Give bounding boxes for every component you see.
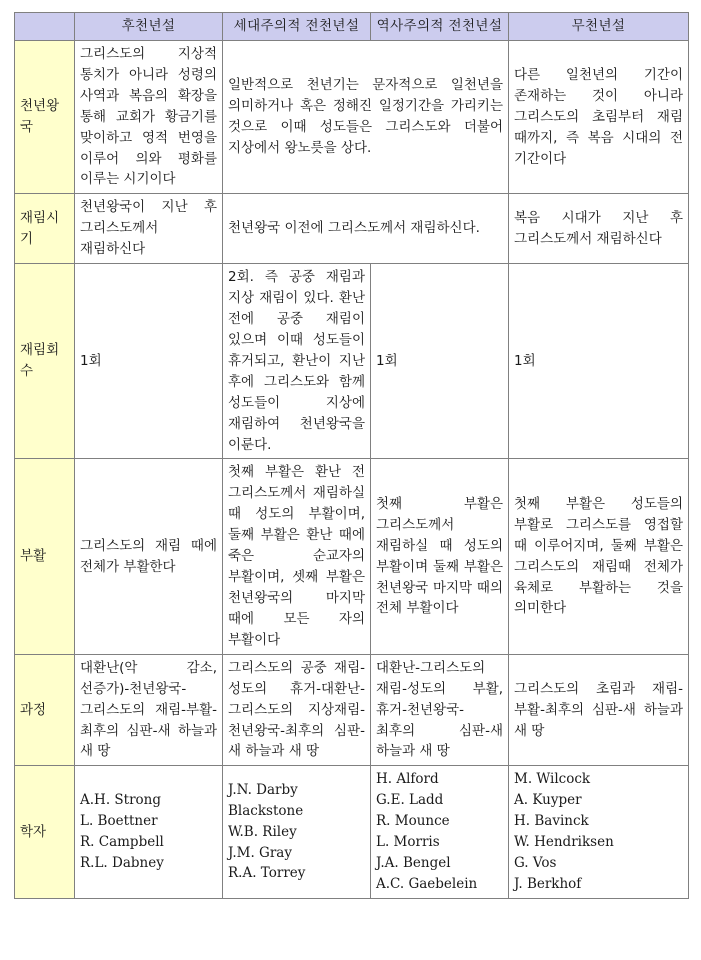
scholar-name: W. Hendriksen [514,834,614,851]
scholar-name: W.B. Riley [228,823,297,840]
scholar-name: L. Boettner [80,813,158,830]
cell-second-coming-count-amillennial: 1회 [509,264,689,459]
scholar-name: J.A. Bengel [376,855,451,872]
cell-process-amillennial: 그리스도의 초림과 재림-부활-최후의 심판-새 하늘과 새 땅 [509,654,689,766]
cell-scholars-historic [371,766,509,899]
cell-millennial-kingdom-amillennial: 다른 일천년의 기간이 존재하는 것이 아니라 그리스도의 초림부터 재림 때까지, 즉 복음 시대의 전 기간이다 [509,40,689,193]
cell-second-coming-timing-premillennial-merged: 천년왕국 이전에 그리스도께서 재림하신다. [223,194,509,264]
cell-second-coming-timing-amillennial: 복음 시대가 지난 후 그리스도께서 재림하신다 [509,194,689,264]
column-header-postmillennialism: 후천년설 [75,13,223,41]
scholar-name: R.A. Torrey [228,865,306,882]
row-label-second-coming-count: 재림회수 [15,264,75,459]
row-label-second-coming-timing: 재림시기 [15,194,75,264]
cell-millennial-kingdom-postmillennial: 그리스도의 지상적 통치가 아니라 성령의 사역과 복음의 확장을 통해 교회가 황금기를 맞이하고 영적 번영을 이루어 의와 평화를 이루는 시기이다 [75,40,223,193]
table-row-second-coming-count [15,264,689,459]
scholar-name: H. Alford [376,771,439,788]
scholar-name: J.M. Gray [228,844,292,861]
scholar-name: G. Vos [514,855,557,872]
comparison-sheet [14,12,688,899]
scholar-name: H. Bavinck [514,813,589,830]
cell-scholars-postmillennial [75,766,223,899]
table-row-resurrection [15,459,689,654]
cell-process-postmillennial: 대환난(악 감소, 선증가)-천년왕국-그리스도의 재림-부활-최후의 심판-새 하늘과 새 땅 [75,654,223,766]
column-header-historic-premillennialism: 역사주의적 전천년설 [371,13,509,41]
scholar-name: J. Berkhof [514,875,582,892]
cell-second-coming-count-historic: 1회 [371,264,509,459]
scholar-name: Blackstone [228,802,304,819]
scholar-name: R. Mounce [376,813,450,830]
cell-millennial-kingdom-premillennial-merged: 일반적으로 천년기는 문자적으로 일천년을 의미하거나 혹은 정해진 일정기간을 가리키는 것으로 이때 성도들은 그리스도와 더불어 지상에서 왕노릇을 상다. [223,40,509,193]
table-row-millennial-kingdom [15,40,689,193]
scholar-name: A. Kuyper [514,792,582,809]
table-row-process [15,654,689,766]
table-row-second-coming-timing [15,194,689,264]
scholar-name: J.N. Darby [228,781,298,798]
header-corner-cell [15,13,75,41]
cell-process-historic: 대환난-그리스도의 재림-성도의 부활, 휴거-천년왕국-최후의 심판-새 하늘과 새 땅 [371,654,509,766]
row-label-scholars: 학자 [15,766,75,899]
cell-second-coming-timing-postmillennial: 천년왕국이 지난 후 그리스도께서 재림하신다 [75,194,223,264]
cell-resurrection-dispensational: 첫째 부활은 환난 전 그리스도께서 재림하실 때 성도의 부활이며, 둘째 부활은 환난 때에 죽은 순교자의 부활이며, 셋째 부활은 천년왕국의 마지막 때에 모든 자의 부활이다 [223,459,371,654]
column-header-amillennialism: 무천년설 [509,13,689,41]
row-label-millennial-kingdom: 천년왕국 [15,40,75,193]
scholar-name: A.C. Gaebelein [376,875,478,892]
cell-second-coming-count-postmillennial: 1회 [75,264,223,459]
cell-scholars-amillennial [509,766,689,899]
millennialism-comparison-table [14,12,689,899]
cell-second-coming-count-dispensational: 2회. 즉 공중 재림과 지상 재림이 있다. 환난 전에 공중 재림이 있으며 이때 성도들이 휴거되고, 환난이 지난 후에 그리스도와 함께 성도들이 지상에 재림하여 천년왕국을 이룬다. [223,264,371,459]
cell-scholars-dispensational [223,766,371,899]
scholar-name: L. Morris [376,834,440,851]
scholar-name: M. Wilcock [514,771,591,788]
cell-resurrection-historic: 첫째 부활은 그리스도께서 재림하실 때 성도의 부활이며 둘째 부활은 천년왕국 마지막 때의 전체 부활이다 [371,459,509,654]
row-label-resurrection: 부활 [15,459,75,654]
cell-resurrection-amillennial: 첫째 부활은 성도들의 부활로 그리스도를 영접할 때 이루어지며, 둘째 부활은 그리스도의 재림때 전체가 육체로 부활하는 것을 의미한다 [509,459,689,654]
scholar-name: G.E. Ladd [376,792,444,809]
table-row-scholars [15,766,689,899]
scholar-name: R.L. Dabney [80,855,164,872]
cell-process-dispensational: 그리스도의 공중 재림-성도의 휴거-대환난-그리스도의 지상재림-천년왕국-최후의 심판-새 하늘과 새 땅 [223,654,371,766]
header-row [15,13,689,41]
scholar-name: R. Campbell [80,834,164,851]
table-header [15,13,689,41]
row-label-process: 과정 [15,654,75,766]
cell-resurrection-postmillennial: 그리스도의 재림 때에 전체가 부활한다 [75,459,223,654]
scholar-name: A.H. Strong [80,792,161,809]
column-header-dispensational-premillennialism: 세대주의적 전천년설 [223,13,371,41]
table-body [15,40,689,898]
